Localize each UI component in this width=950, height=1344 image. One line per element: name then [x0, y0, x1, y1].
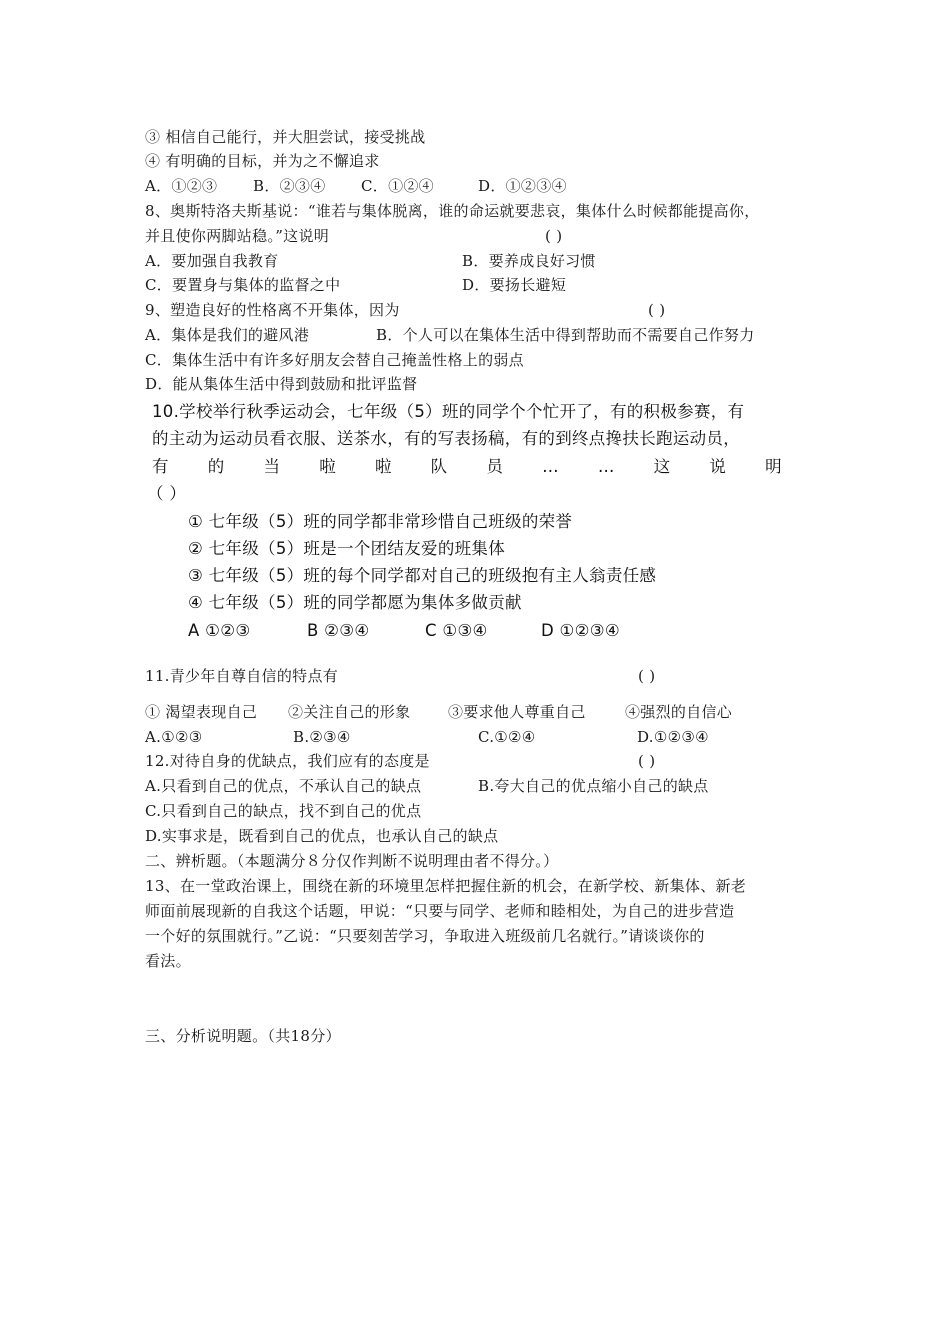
q11-item-2: ②关注自己的形象: [288, 703, 411, 721]
q13-stem-line-2: 师面前展现新的自我这个话题，甲说：“只要与同学、老师和睦相处，为自己的进步营造: [145, 902, 735, 920]
q9-stem: 9、塑造良好的性格离不开集体，因为: [145, 301, 400, 319]
q10-word: …: [597, 457, 615, 476]
q9-option-b: B．个人可以在集体生活中得到帮助而不需要自己作努力: [376, 326, 755, 344]
q13-stem-line-3: 一个好的氛围就行。”乙说：“只要刻苦学习，争取进入班级前几名就行。”请谈谈你的: [145, 927, 705, 945]
q10-stem-line-2: 的主动为运动员看衣服、送茶水，有的写表扬稿，有的到终点搀扶长跑运动员，: [152, 429, 740, 448]
q8-stem-line-2: 并且使你两脚站稳。”这说明: [145, 227, 330, 245]
q10-answer-blank: （ ）: [147, 484, 187, 503]
q9-option-c: C．集体生活中有许多好朋友会替自己掩盖性格上的弱点: [145, 351, 524, 369]
q11-items: [145, 702, 765, 722]
q10-word: 有: [152, 457, 169, 476]
q12-stem: 12.对待自身的优缺点，我们应有的态度是: [145, 752, 430, 770]
option-b: B.②③④: [293, 728, 351, 746]
option-a: A ①②③: [188, 621, 251, 640]
q10-word: …: [542, 457, 559, 476]
q10-item-2: ② 七年级（5）班是一个团结友爱的班集体: [188, 539, 506, 558]
q11-item-4: ④强烈的自信心: [625, 703, 733, 721]
q8-option-a: A．要加强自我教育: [145, 252, 279, 270]
option-a: A．①②③: [145, 177, 218, 195]
q10-item-1: ① 七年级（5）班的同学都非常珍惜自己班级的荣誉: [188, 512, 573, 531]
section-2-title: 二、辨析题。（本题满分８分仅作判断不说明理由者不得分。）: [145, 852, 559, 870]
q10-word: 明: [765, 457, 782, 476]
option-b: B．②③④: [253, 177, 326, 195]
q8-stem-line-1: 8、奥斯特洛夫斯基说：“谁若与集体脱离，谁的命运就要悲哀，集体什么时候都能提高你，: [145, 202, 760, 220]
option-d: D．①②③④: [478, 177, 567, 195]
q12-option-b: B.夸大自己的优点缩小自己的缺点: [478, 777, 709, 795]
q11-item-1: ① 渴望表现自己: [145, 703, 258, 721]
q10-item-4: ④ 七年级（5）班的同学都愿为集体多做贡献: [188, 593, 522, 612]
q12-option-c: C.只看到自己的缺点，找不到自己的优点: [145, 802, 422, 820]
option-a: A.①②③: [145, 728, 203, 746]
q10-stem-line-1: 10.学校举行秋季运动会，七年级（5）班的同学个个忙开了，有的积极参赛，有: [152, 402, 745, 421]
option-c: C.①②④: [478, 728, 536, 746]
q10-word: 的: [207, 457, 225, 476]
option-b: B ②③④: [307, 621, 370, 640]
q8-option-c: C．要置身与集体的监督之中: [145, 276, 341, 294]
q10-word: 当: [263, 457, 281, 476]
q9-option-a: A．集体是我们的避风港: [145, 326, 310, 344]
q11-item-3: ③要求他人尊重自己: [448, 703, 586, 721]
q8-option-b: B．要养成良好习惯: [462, 252, 596, 270]
q10-word: 员: [486, 457, 504, 476]
option-c: C ①③④: [425, 621, 488, 640]
q12-answer-blank: ( ): [638, 752, 656, 770]
q11-answer-blank: ( ): [638, 667, 656, 685]
q9-answer-blank: ( ): [648, 301, 666, 319]
q9-option-d: D．能从集体生活中得到鼓励和批评监督: [145, 375, 418, 393]
q-prev-options: [145, 176, 665, 196]
option-d: D.①②③④: [637, 728, 709, 746]
q8-option-d: D．要扬长避短: [462, 276, 567, 294]
q10-word: 啦: [374, 457, 392, 476]
option-d: D ①②③④: [541, 621, 620, 640]
q10-word: 说: [709, 457, 727, 476]
q12-option-a: A.只看到自己的优点，不承认自己的缺点: [145, 777, 422, 795]
q10-word: 队: [430, 457, 448, 476]
q13-stem-line-4: 看法。: [145, 952, 191, 970]
q11-stem: 11.青少年自尊自信的特点有: [145, 667, 339, 685]
q10-options: [188, 620, 648, 642]
q10-word: 这: [653, 457, 671, 476]
q11-options: [145, 727, 765, 747]
q12-option-d: D.实事求是，既看到自己的优点，也承认自己的缺点: [145, 827, 499, 845]
q-prev-item-3: ③ 相信自己能行，并大胆尝试，接受挑战: [145, 128, 426, 146]
q13-stem-line-1: 13、在一堂政治课上，围绕在新的环境里怎样把握住新的机会，在新学校、新集体、新老: [145, 877, 747, 895]
q10-word: 啦: [319, 457, 337, 476]
q10-item-3: ③ 七年级（5）班的每个同学都对自己的班级抱有主人翁责任感: [188, 566, 657, 585]
option-c: C．①②④: [361, 177, 434, 195]
section-3-title: 三、分析说明题。（共18分）: [145, 1027, 341, 1045]
q10-stem-line-3: [152, 456, 782, 478]
q-prev-item-4: ④ 有明确的目标，并为之不懈追求: [145, 152, 380, 170]
q8-answer-blank: ( ): [545, 227, 563, 245]
